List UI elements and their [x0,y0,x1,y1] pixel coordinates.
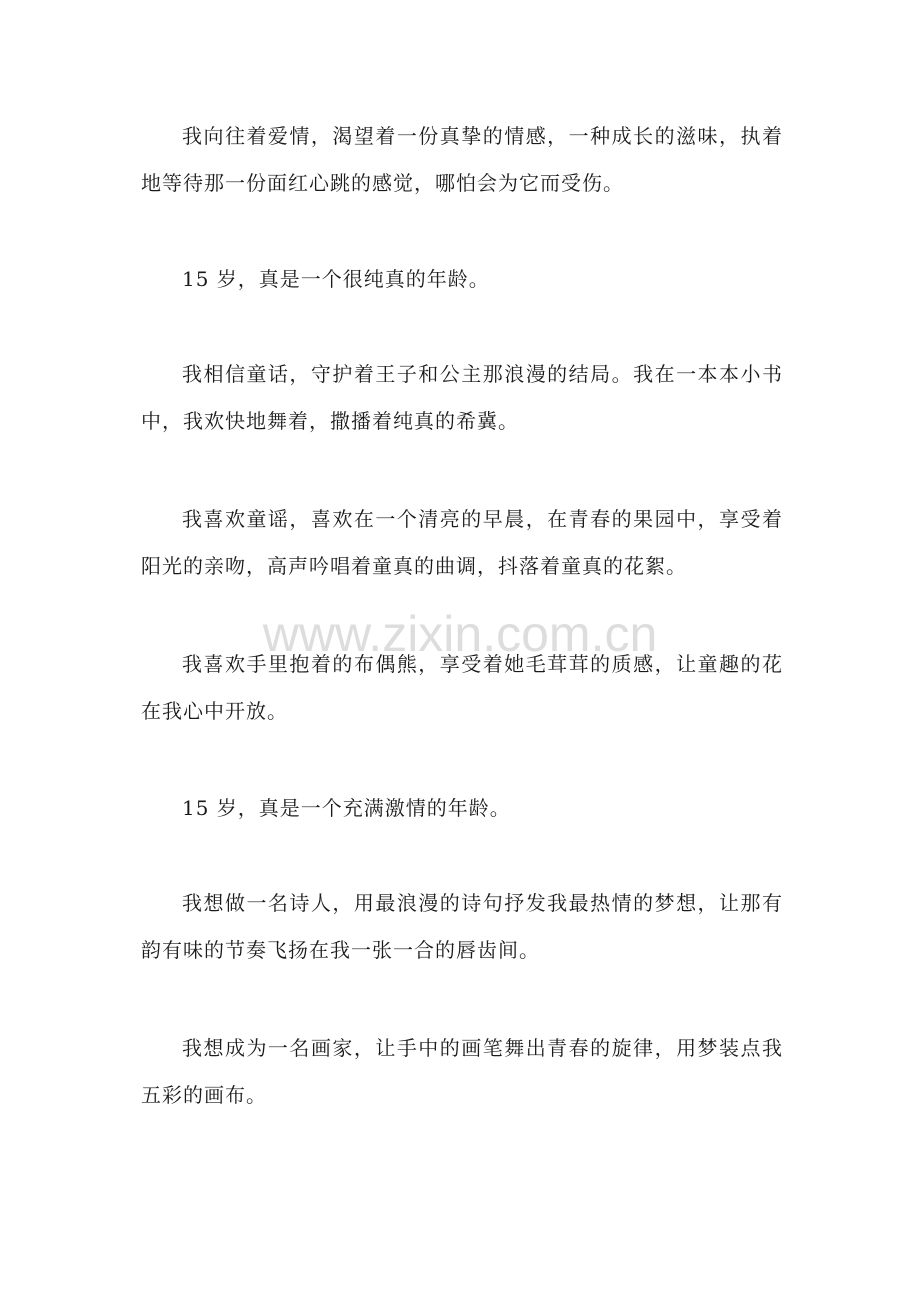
paragraph-4: 我喜欢童谣，喜欢在一个清亮的早晨，在青春的果园中，享受着阳光的亲吻，高声吟唱着童真的曲调，抖落着童真的花絮。 [141,507,783,578]
paragraph-3: 我相信童话，守护着王子和公主那浪漫的结局。我在一本本小书中，我欢快地舞着，撒播着纯真的希冀。 [141,362,783,433]
paragraph-5: 我喜欢手里抱着的布偶熊，享受着她毛茸茸的质感，让童趣的花在我心中开放。 [141,652,783,723]
paragraph-2: 15 岁，真是一个很纯真的年龄。 [182,267,490,291]
paragraph-6: 15 岁，真是一个充满激情的年龄。 [182,796,511,820]
paragraph-8: 我想成为一名画家，让手中的画笔舞出青春的旋律，用梦装点我五彩的画布。 [141,1036,783,1107]
paragraph-1: 我向往着爱情，渴望着一份真挚的情感，一种成长的滋味，执着地等待那一份面红心跳的感觉，哪怕会为它而受伤。 [141,124,783,195]
paragraph-7: 我想做一名诗人，用最浪漫的诗句抒发我最热情的梦想，让那有韵有味的节奏飞扬在我一张一合的唇齿间。 [141,891,783,962]
watermark-text: www.zixin.com.cn [262,606,658,662]
